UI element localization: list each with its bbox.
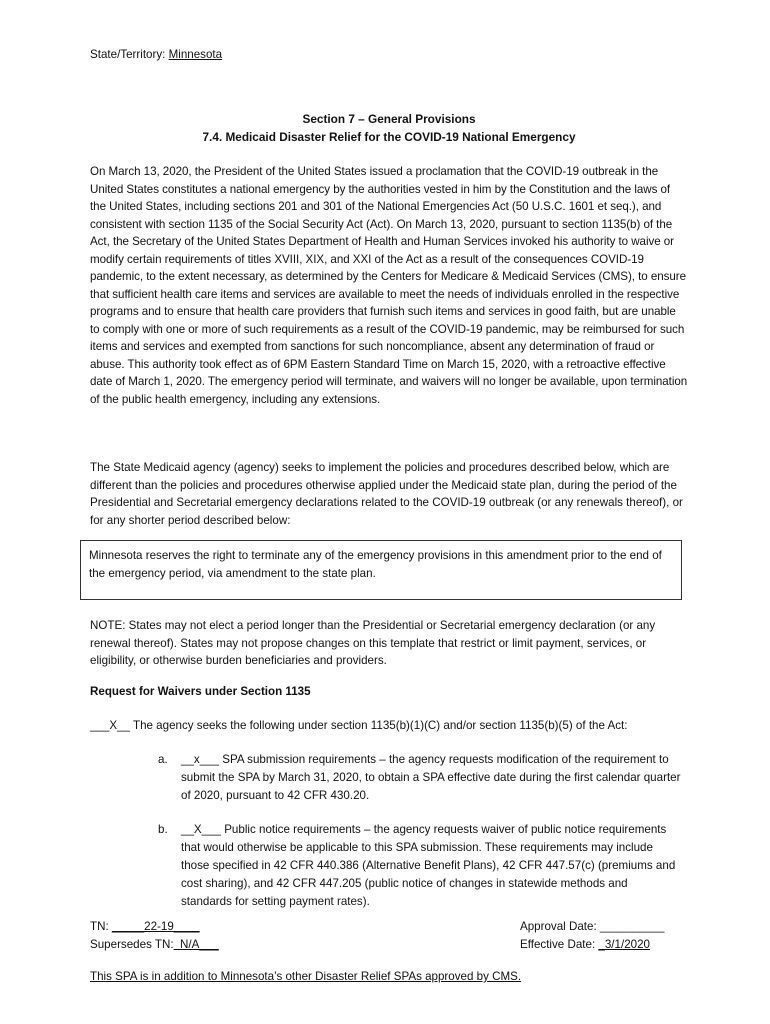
bottom-note: This SPA is in addition to Minnesota’s other Disaster Relief SPAs approved by CMS.	[90, 970, 522, 983]
waiver-item-label: b.	[158, 823, 168, 836]
agency-intent-paragraph: The State Medicaid agency (agency) seeks to implement the policies and procedures described below, which are different than the policies and procedures otherwise applied under the Medicaid state plan, during the period of the Presidential and Secretarial emergency declarations related to the COVID-19 outbreak (or any renewals thereof), or for any shorter period described below:	[90, 461, 683, 527]
waiver-item-text: __x___ SPA submission requirements – the agency requests modification of the requirement to submit the SPA by March 31, 2020, to obtain a SPA effective date during the first calendar quarter of 2020, pursuant to 42 CFR 430.20.	[181, 753, 681, 802]
state-label: State/Territory:	[90, 48, 169, 61]
section-title-line1: Section 7 – General Provisions	[302, 112, 476, 126]
agency-waiver-line: ___X__ The agency seeks the following under section 1135(b)(1)(C) and/or section 1135(b)(5) of the Act:	[90, 719, 628, 732]
proclamation-paragraph: On March 13, 2020, the President of the United States issued a proclamation that the COVID-19 outbreak in the United States constitutes a national emergency by the authorities vested in him by the Constitution and the laws of the United States, including sections 201 and 301 of the National Emergencies Act (50 U.S.C. 1601 et seq.), and consistent with section 1135 of the Social Security Act (Act). On March 13, 2020, pursuant to section 1135(b) of the Act, the Secretary of the United States Department of Health and Human Services invoked his authority to waive or modify certain requirements of titles XVIII, XIX, and XXI of the Act as a result of the consequences COVID-19 pandemic, to the extent necessary, as determined by the Centers for Medicare & Medicaid Services (CMS), to ensure that sufficient health care items and services are available to meet the needs of individuals enrolled in the respective programs and to ensure that health care providers that furnish such items and services in good faith, but are unable to comply with one or more of such requirements as a result of the COVID-19 pandemic, may be reimbursed for such items and services and exempted from sanctions for such noncompliance, absent any determination of fraud or abuse. This authority took effect as of 6PM Eastern Standard Time on March 15, 2020, with a retroactive effective date of March 1, 2020. The emergency period will terminate, and waivers will no longer be available, upon termination of the public health emergency, including any extensions.	[90, 165, 688, 406]
effective-value: _3/1/2020	[598, 938, 650, 951]
section-title	[90, 110, 688, 146]
supersedes-line	[90, 936, 219, 954]
approval-value: __________	[599, 920, 665, 933]
supersedes-label: Supersedes TN:	[90, 938, 174, 951]
section-title-line2: 7.4. Medicaid Disaster Relief for the COVID-19 National Emergency	[202, 130, 576, 144]
tn-line	[90, 918, 219, 936]
tn-value: _____22-19____	[111, 920, 200, 933]
effective-line	[520, 936, 664, 954]
state-territory-line	[90, 48, 222, 61]
footer-tn-block	[90, 918, 219, 954]
supersedes-value: N/A___	[173, 938, 219, 951]
footer-dates-block	[520, 918, 664, 954]
waivers-heading: Request for Waivers under Section 1135	[90, 685, 311, 698]
state-response-text: Minnesota reserves the right to terminate any of the emergency provisions in this amendment prior to the end of the emergency period, via amendment to the state plan.	[89, 549, 662, 580]
tn-label: TN:	[90, 920, 112, 933]
approval-line	[520, 918, 664, 936]
effective-label: Effective Date:	[520, 938, 599, 951]
note-paragraph: NOTE: States may not elect a period longer than the Presidential or Secretarial emergency declaration (or any renewal thereof). States may not propose changes on this template that restrict or limit payment, services, or eligibility, or otherwise burden beneficiaries and providers.	[90, 619, 656, 667]
state-value: Minnesota	[168, 48, 223, 61]
waiver-item-text: __X___ Public notice requirements – the agency requests waiver of public notice requirements that would otherwise be applicable to this SPA submission. These requirements may include those specified in 42 CFR 440.386 (Alternative Benefit Plans), 42 CFR 447.57(c) (premiums and cost sharing), and 42 CFR 447.205 (public notice of changes in statewide methods and standards for setting payment rates).	[181, 823, 676, 908]
waiver-item-label: a.	[158, 753, 168, 766]
approval-label: Approval Date:	[520, 920, 600, 933]
state-response-box	[80, 540, 682, 600]
